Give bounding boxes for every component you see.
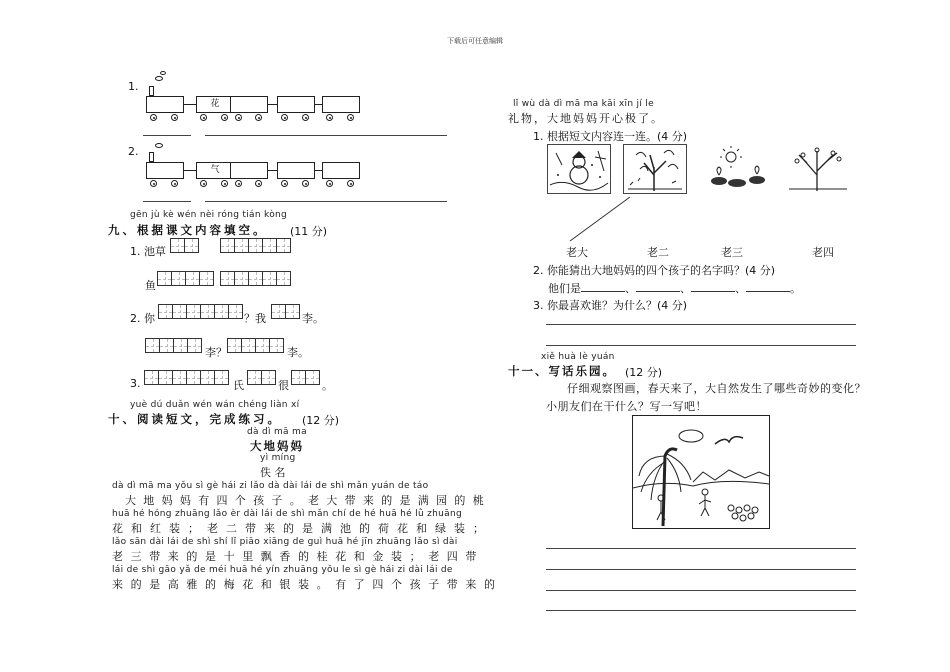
writing-grid[interactable]: [221, 271, 291, 286]
writing-grid[interactable]: [272, 304, 300, 319]
train2-number: 2.: [128, 145, 139, 158]
sec11-title: 十一、写话乐园。: [508, 364, 616, 378]
sep: 、: [680, 282, 691, 295]
writing-grid[interactable]: [159, 304, 243, 319]
cont-text: 礼物，大地妈妈开心极了。: [508, 112, 664, 125]
story-line: 花和红装；老二带来的是满池的荷花和绿装；: [112, 522, 492, 535]
sep: 、: [735, 282, 746, 295]
q9-3-text: 。: [322, 379, 333, 392]
train2-smoke: [155, 143, 163, 148]
cont-pinyin: lǐ wù dà dì mā ma kāi xīn jí le: [513, 99, 654, 109]
match-label-3: 老三: [721, 246, 743, 259]
writing-grid[interactable]: [171, 238, 199, 253]
spring-scene-picture: [632, 415, 770, 529]
writing-grid[interactable]: [221, 238, 291, 253]
story-line: 来的是高雅的梅花和银装。有了四个孩子带来的: [112, 578, 503, 591]
sec11-pinyin: xiě huà lè yuán: [541, 352, 615, 362]
q10-2: 2. 你能猜出大地妈妈的四个孩子的名字吗？(4 分): [533, 264, 776, 277]
wheel: [150, 180, 157, 187]
writing-grid[interactable]: [146, 338, 202, 353]
q9-2-text: ？我: [244, 312, 266, 325]
match-label-1: 老大: [566, 246, 588, 259]
story-title-pinyin: dà dì mā ma: [247, 427, 307, 437]
author-pinyin: yì míng: [260, 453, 296, 463]
train1-car-4: [277, 96, 315, 113]
q9-2-text: 李。: [302, 312, 324, 325]
q10-2-lead: 他们是: [548, 282, 581, 295]
wheel: [281, 180, 288, 187]
wheel: [281, 114, 288, 121]
blank-3[interactable]: [691, 281, 735, 292]
wheel: [347, 114, 354, 121]
answer-line[interactable]: [143, 135, 191, 136]
author: 佚 名: [260, 466, 286, 479]
story-line-pinyin: huā hé hóng zhuāng lǎo èr dài lái de shì mǎn chí de hé huā hé lǜ zhuāng: [112, 509, 463, 519]
winter-snowman-picture: [547, 144, 611, 194]
wheel: [235, 180, 242, 187]
wheel: [150, 114, 157, 121]
train2-car-2: 气: [196, 162, 234, 179]
train1-smoke: [155, 76, 163, 81]
story-line: 老三带来的是十里飘香的桂花和金装；老四带: [112, 550, 484, 563]
sep: 、: [625, 282, 636, 295]
answer-line[interactable]: [205, 201, 447, 202]
train2-car-5: [322, 162, 360, 179]
match-label-4: 老四: [812, 246, 834, 259]
top-note: 下载后可任意编辑: [447, 37, 503, 45]
wheel: [235, 114, 242, 121]
wheel: [255, 180, 262, 187]
wheel: [200, 114, 207, 121]
wheel: [255, 114, 262, 121]
q10-1: 1. 根据短文内容连一连。(4 分): [533, 130, 688, 143]
sec10-pinyin: yuè dú duǎn wén wán chéng liàn xí: [130, 400, 300, 410]
q10-3: 3. 你最喜欢谁？为什么？(4 分): [533, 299, 688, 312]
autumn-tree-picture: [623, 144, 687, 194]
wheel: [221, 114, 228, 121]
sec9-pinyin: gēn jù kè wén nèi róng tián kòng: [130, 210, 288, 220]
answer-line[interactable]: [143, 201, 191, 202]
answer-line[interactable]: [546, 569, 856, 570]
train2-car-3: [230, 162, 268, 179]
writing-grid[interactable]: [228, 338, 284, 353]
wheel: [200, 180, 207, 187]
train2-car-4: [277, 162, 315, 179]
answer-line[interactable]: [546, 324, 856, 325]
wheel: [326, 114, 333, 121]
end: 。: [790, 282, 801, 295]
writing-grid[interactable]: [292, 370, 320, 385]
sec9-title: 九、根据课文内容填空。: [108, 223, 268, 237]
wheel: [302, 114, 309, 121]
writing-grid[interactable]: [145, 370, 229, 385]
q9-2-label: 2. 你: [130, 312, 155, 325]
summer-lotus-picture: [706, 144, 770, 194]
q9-2-text: 李？: [205, 346, 227, 359]
story-line-pinyin: dà dì mā ma yǒu sì gè hái zi lǎo dà dài lái de shì mǎn yuán de táo: [112, 481, 429, 491]
q9-1b-label: 鱼: [145, 279, 156, 292]
answer-line[interactable]: [546, 548, 856, 549]
q9-3-text: 氏: [233, 379, 244, 392]
sec9-score: (11 分): [290, 225, 328, 238]
blank-1[interactable]: [581, 281, 625, 292]
story-title: 大地妈妈: [250, 439, 304, 453]
sec11-score: (12 分): [625, 366, 663, 379]
q9-1-label: 1. 池草: [130, 245, 166, 258]
story-line-pinyin: lái de shì gāo yǎ de méi huā hé yín zhuāng yǒu le sì gè hái zi dài lái de: [112, 565, 453, 575]
answer-line[interactable]: [546, 590, 856, 591]
train2-link: [184, 170, 196, 171]
wheel: [171, 180, 178, 187]
answer-line[interactable]: [205, 135, 447, 136]
sec11-prompt-2: 小朋友们在干什么？写一写吧！: [546, 400, 707, 413]
sec11-prompt-1: 仔细观察图画，春天来了，大自然发生了哪些奇妙的变化？: [567, 382, 866, 395]
story-line: 大地妈妈有四个孩子。老大带来的是满园的桃: [125, 494, 491, 507]
train2-car-1: [146, 162, 184, 179]
writing-grid[interactable]: [248, 370, 276, 385]
wheel: [347, 180, 354, 187]
answer-line[interactable]: [546, 610, 856, 611]
blank-4[interactable]: [746, 281, 790, 292]
wheel: [221, 180, 228, 187]
connect-line: [560, 195, 640, 245]
q9-3-text: 很: [278, 379, 289, 392]
train1-chimney: [149, 86, 154, 96]
match-label-2: 老二: [647, 246, 669, 259]
spring-tree-picture: [786, 144, 850, 194]
train1-number: 1.: [128, 80, 139, 93]
q9-3-label: 3.: [130, 377, 141, 390]
q9-2-text: 李。: [287, 346, 309, 359]
train1-car-1: [146, 96, 184, 113]
train1-car-3: [230, 96, 268, 113]
story-line-pinyin: lǎo sān dài lái de shì shí lǐ piāo xiāng de guì huā hé jīn zhuāng lǎo sì dài: [112, 537, 458, 547]
wheel: [326, 180, 333, 187]
wheel: [171, 114, 178, 121]
writing-grid[interactable]: [158, 271, 214, 286]
train1-link: [184, 104, 196, 105]
wheel: [302, 180, 309, 187]
train1-car-2: 花: [196, 96, 234, 113]
blank-2[interactable]: [636, 281, 680, 292]
train2-chimney: [149, 152, 154, 162]
answer-line[interactable]: [546, 345, 856, 346]
train1-car-5: [322, 96, 360, 113]
q10-2-answer: [548, 280, 801, 296]
sec10-title: 十、阅读短文，完成练习。: [108, 412, 282, 426]
train1-smoke: [160, 71, 166, 75]
sec10-score: (12 分): [302, 414, 340, 427]
